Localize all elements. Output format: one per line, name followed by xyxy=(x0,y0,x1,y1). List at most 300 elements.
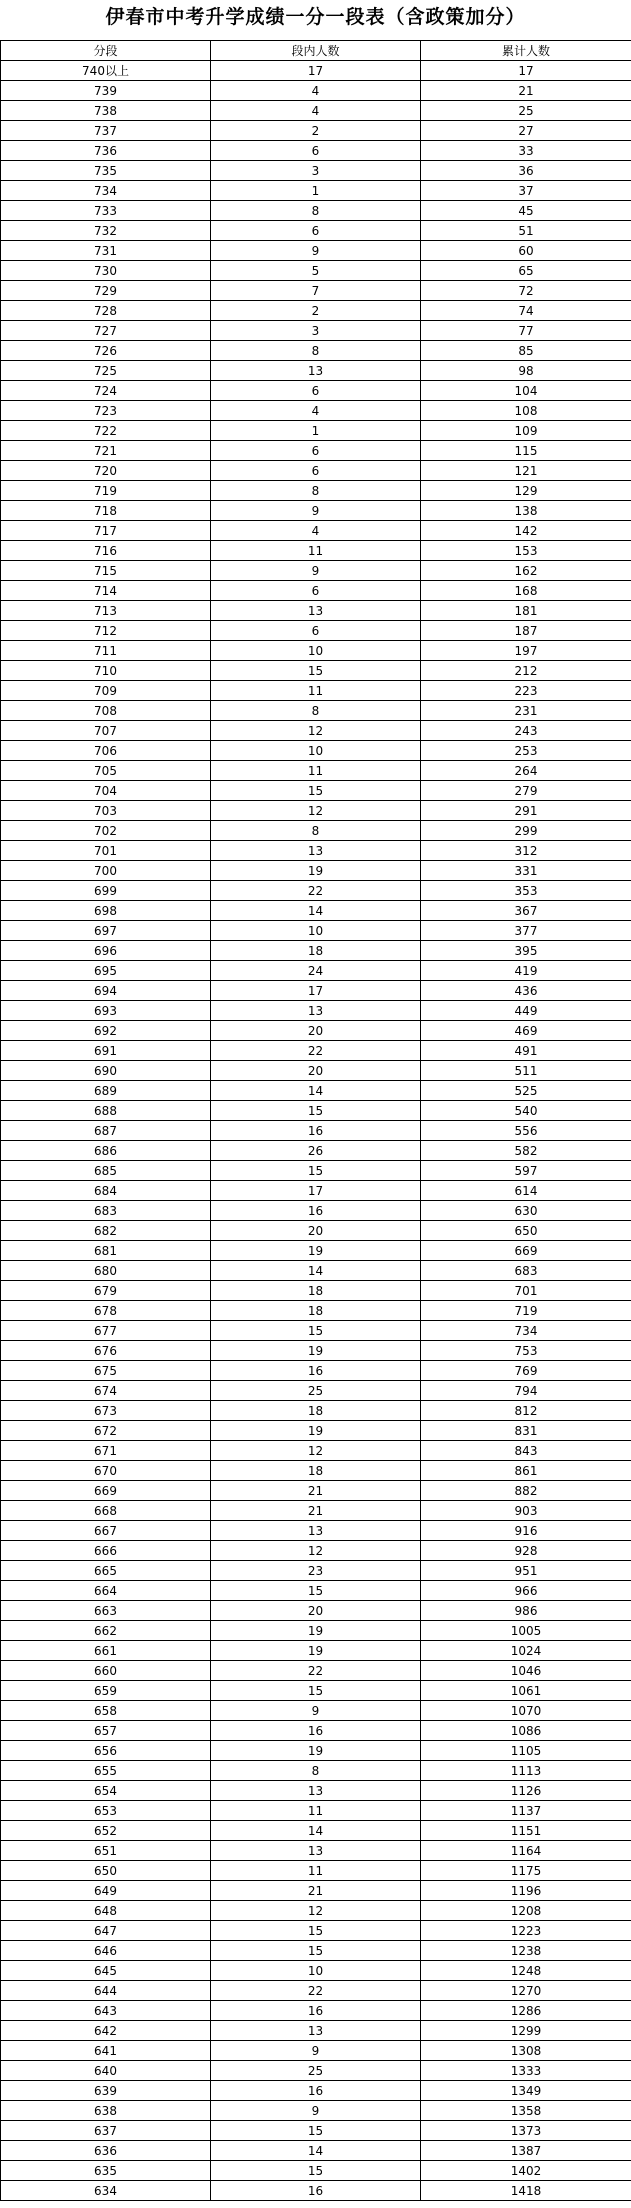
cell-count-in-segment: 16 xyxy=(211,2181,421,2201)
cell-score-segment: 729 xyxy=(1,281,211,301)
cell-count-in-segment: 9 xyxy=(211,2041,421,2061)
table-row xyxy=(1,541,631,561)
table-row xyxy=(1,1681,631,1701)
table-row xyxy=(1,1801,631,1821)
cell-score-segment: 636 xyxy=(1,2141,211,2161)
header-score-segment: 分段 xyxy=(1,41,211,61)
table-row xyxy=(1,441,631,461)
cell-count-in-segment: 18 xyxy=(211,1401,421,1421)
cell-count-in-segment: 20 xyxy=(211,1061,421,1081)
cell-score-segment: 637 xyxy=(1,2121,211,2141)
cell-cumulative-count: 212 xyxy=(421,661,631,681)
cell-cumulative-count: 1137 xyxy=(421,1801,631,1821)
header-cumulative-count: 累计人数 xyxy=(421,41,631,61)
cell-count-in-segment: 26 xyxy=(211,1141,421,1161)
cell-count-in-segment: 15 xyxy=(211,2161,421,2181)
cell-count-in-segment: 15 xyxy=(211,1681,421,1701)
cell-score-segment: 709 xyxy=(1,681,211,701)
table-row xyxy=(1,1961,631,1981)
table-row xyxy=(1,2141,631,2161)
cell-count-in-segment: 10 xyxy=(211,741,421,761)
cell-count-in-segment: 8 xyxy=(211,201,421,221)
cell-count-in-segment: 11 xyxy=(211,681,421,701)
cell-count-in-segment: 12 xyxy=(211,721,421,741)
table-row xyxy=(1,1521,631,1541)
cell-count-in-segment: 16 xyxy=(211,1721,421,1741)
cell-score-segment: 705 xyxy=(1,761,211,781)
cell-score-segment: 656 xyxy=(1,1741,211,1761)
table-row xyxy=(1,1921,631,1941)
table-row xyxy=(1,241,631,261)
cell-cumulative-count: 1164 xyxy=(421,1841,631,1861)
table-row xyxy=(1,2001,631,2021)
cell-score-segment: 680 xyxy=(1,1261,211,1281)
cell-score-segment: 697 xyxy=(1,921,211,941)
cell-cumulative-count: 469 xyxy=(421,1021,631,1041)
cell-cumulative-count: 582 xyxy=(421,1141,631,1161)
cell-count-in-segment: 11 xyxy=(211,1801,421,1821)
cell-score-segment: 708 xyxy=(1,701,211,721)
table-row xyxy=(1,1541,631,1561)
table-row xyxy=(1,841,631,861)
cell-score-segment: 734 xyxy=(1,181,211,201)
cell-cumulative-count: 1418 xyxy=(421,2181,631,2201)
cell-score-segment: 719 xyxy=(1,481,211,501)
table-row xyxy=(1,301,631,321)
cell-cumulative-count: 74 xyxy=(421,301,631,321)
cell-cumulative-count: 25 xyxy=(421,101,631,121)
cell-score-segment: 677 xyxy=(1,1321,211,1341)
cell-count-in-segment: 17 xyxy=(211,61,421,81)
table-row xyxy=(1,761,631,781)
page-title: 伊春市中考升学成绩一分一段表（含政策加分） xyxy=(105,6,526,28)
cell-count-in-segment: 23 xyxy=(211,1561,421,1581)
cell-score-segment: 676 xyxy=(1,1341,211,1361)
cell-score-segment: 740以上 xyxy=(1,61,211,81)
table-row xyxy=(1,201,631,221)
cell-score-segment: 707 xyxy=(1,721,211,741)
cell-count-in-segment: 12 xyxy=(211,1901,421,1921)
table-row xyxy=(1,1181,631,1201)
cell-score-segment: 714 xyxy=(1,581,211,601)
cell-count-in-segment: 14 xyxy=(211,1081,421,1101)
table-row xyxy=(1,641,631,661)
cell-score-segment: 696 xyxy=(1,941,211,961)
table-row xyxy=(1,721,631,741)
table-row xyxy=(1,2061,631,2081)
table-row xyxy=(1,501,631,521)
cell-score-segment: 737 xyxy=(1,121,211,141)
cell-count-in-segment: 17 xyxy=(211,981,421,1001)
table-row xyxy=(1,1001,631,1021)
cell-cumulative-count: 142 xyxy=(421,521,631,541)
cell-cumulative-count: 121 xyxy=(421,461,631,481)
cell-count-in-segment: 21 xyxy=(211,1881,421,1901)
table-row xyxy=(1,1401,631,1421)
cell-score-segment: 720 xyxy=(1,461,211,481)
table-row xyxy=(1,341,631,361)
cell-cumulative-count: 1373 xyxy=(421,2121,631,2141)
table-row xyxy=(1,221,631,241)
cell-count-in-segment: 13 xyxy=(211,1521,421,1541)
table-row xyxy=(1,1041,631,1061)
table-row xyxy=(1,561,631,581)
cell-score-segment: 635 xyxy=(1,2161,211,2181)
cell-count-in-segment: 9 xyxy=(211,241,421,261)
cell-cumulative-count: 60 xyxy=(421,241,631,261)
cell-cumulative-count: 794 xyxy=(421,1381,631,1401)
table-row xyxy=(1,1821,631,1841)
cell-score-segment: 660 xyxy=(1,1661,211,1681)
cell-count-in-segment: 4 xyxy=(211,81,421,101)
cell-cumulative-count: 1270 xyxy=(421,1981,631,2001)
cell-score-segment: 682 xyxy=(1,1221,211,1241)
cell-cumulative-count: 36 xyxy=(421,161,631,181)
cell-count-in-segment: 13 xyxy=(211,841,421,861)
table-row xyxy=(1,1901,631,1921)
table-row xyxy=(1,61,631,81)
table-row xyxy=(1,1421,631,1441)
cell-score-segment: 645 xyxy=(1,1961,211,1981)
cell-cumulative-count: 669 xyxy=(421,1241,631,1261)
cell-score-segment: 662 xyxy=(1,1621,211,1641)
cell-score-segment: 721 xyxy=(1,441,211,461)
table-row xyxy=(1,1201,631,1221)
cell-count-in-segment: 4 xyxy=(211,101,421,121)
cell-count-in-segment: 22 xyxy=(211,1041,421,1061)
cell-score-segment: 711 xyxy=(1,641,211,661)
cell-cumulative-count: 129 xyxy=(421,481,631,501)
cell-cumulative-count: 253 xyxy=(421,741,631,761)
table-header-row xyxy=(1,41,631,61)
cell-count-in-segment: 6 xyxy=(211,441,421,461)
cell-cumulative-count: 109 xyxy=(421,421,631,441)
table-row xyxy=(1,681,631,701)
table-row xyxy=(1,1761,631,1781)
cell-count-in-segment: 10 xyxy=(211,921,421,941)
table-row xyxy=(1,981,631,1001)
cell-cumulative-count: 1223 xyxy=(421,1921,631,1941)
cell-cumulative-count: 37 xyxy=(421,181,631,201)
table-row xyxy=(1,401,631,421)
table-row xyxy=(1,1701,631,1721)
cell-score-segment: 704 xyxy=(1,781,211,801)
cell-count-in-segment: 19 xyxy=(211,1341,421,1361)
table-row xyxy=(1,1341,631,1361)
cell-cumulative-count: 98 xyxy=(421,361,631,381)
cell-score-segment: 654 xyxy=(1,1781,211,1801)
cell-count-in-segment: 4 xyxy=(211,521,421,541)
cell-score-segment: 715 xyxy=(1,561,211,581)
cell-score-segment: 690 xyxy=(1,1061,211,1081)
table-row xyxy=(1,81,631,101)
cell-score-segment: 671 xyxy=(1,1441,211,1461)
cell-count-in-segment: 15 xyxy=(211,1921,421,1941)
cell-count-in-segment: 6 xyxy=(211,221,421,241)
table-row xyxy=(1,2041,631,2061)
table-row xyxy=(1,421,631,441)
cell-count-in-segment: 16 xyxy=(211,1201,421,1221)
cell-score-segment: 652 xyxy=(1,1821,211,1841)
cell-cumulative-count: 1061 xyxy=(421,1681,631,1701)
cell-cumulative-count: 683 xyxy=(421,1261,631,1281)
table-row xyxy=(1,1641,631,1661)
cell-score-segment: 706 xyxy=(1,741,211,761)
table-row xyxy=(1,661,631,681)
cell-count-in-segment: 25 xyxy=(211,1381,421,1401)
cell-score-segment: 648 xyxy=(1,1901,211,1921)
cell-score-segment: 699 xyxy=(1,881,211,901)
table-row xyxy=(1,2081,631,2101)
cell-score-segment: 716 xyxy=(1,541,211,561)
cell-cumulative-count: 419 xyxy=(421,961,631,981)
cell-score-segment: 683 xyxy=(1,1201,211,1221)
cell-cumulative-count: 1024 xyxy=(421,1641,631,1661)
cell-count-in-segment: 15 xyxy=(211,2121,421,2141)
cell-count-in-segment: 5 xyxy=(211,261,421,281)
cell-count-in-segment: 8 xyxy=(211,821,421,841)
cell-score-segment: 733 xyxy=(1,201,211,221)
cell-cumulative-count: 903 xyxy=(421,1501,631,1521)
cell-score-segment: 701 xyxy=(1,841,211,861)
cell-score-segment: 681 xyxy=(1,1241,211,1261)
table-row xyxy=(1,121,631,141)
cell-count-in-segment: 15 xyxy=(211,1161,421,1181)
table-row xyxy=(1,821,631,841)
cell-count-in-segment: 17 xyxy=(211,1181,421,1201)
cell-score-segment: 694 xyxy=(1,981,211,1001)
cell-count-in-segment: 3 xyxy=(211,321,421,341)
table-row xyxy=(1,1281,631,1301)
cell-score-segment: 638 xyxy=(1,2101,211,2121)
cell-cumulative-count: 104 xyxy=(421,381,631,401)
table-row xyxy=(1,1481,631,1501)
cell-count-in-segment: 20 xyxy=(211,1601,421,1621)
cell-cumulative-count: 1070 xyxy=(421,1701,631,1721)
cell-score-segment: 643 xyxy=(1,2001,211,2021)
table-row xyxy=(1,161,631,181)
cell-cumulative-count: 27 xyxy=(421,121,631,141)
cell-score-segment: 678 xyxy=(1,1301,211,1321)
cell-score-segment: 672 xyxy=(1,1421,211,1441)
cell-cumulative-count: 264 xyxy=(421,761,631,781)
cell-cumulative-count: 614 xyxy=(421,1181,631,1201)
cell-count-in-segment: 16 xyxy=(211,1361,421,1381)
cell-cumulative-count: 1196 xyxy=(421,1881,631,1901)
cell-cumulative-count: 525 xyxy=(421,1081,631,1101)
cell-count-in-segment: 12 xyxy=(211,1541,421,1561)
cell-count-in-segment: 18 xyxy=(211,1301,421,1321)
cell-count-in-segment: 21 xyxy=(211,1501,421,1521)
table-row xyxy=(1,781,631,801)
cell-cumulative-count: 187 xyxy=(421,621,631,641)
cell-count-in-segment: 6 xyxy=(211,381,421,401)
cell-cumulative-count: 843 xyxy=(421,1441,631,1461)
cell-score-segment: 679 xyxy=(1,1281,211,1301)
table-row xyxy=(1,1661,631,1681)
table-row xyxy=(1,1441,631,1461)
cell-count-in-segment: 13 xyxy=(211,2021,421,2041)
cell-cumulative-count: 299 xyxy=(421,821,631,841)
cell-count-in-segment: 8 xyxy=(211,481,421,501)
cell-cumulative-count: 162 xyxy=(421,561,631,581)
cell-count-in-segment: 14 xyxy=(211,1821,421,1841)
cell-count-in-segment: 12 xyxy=(211,1441,421,1461)
cell-score-segment: 674 xyxy=(1,1381,211,1401)
cell-cumulative-count: 312 xyxy=(421,841,631,861)
cell-cumulative-count: 223 xyxy=(421,681,631,701)
cell-cumulative-count: 331 xyxy=(421,861,631,881)
table-body xyxy=(1,61,631,2201)
cell-cumulative-count: 436 xyxy=(421,981,631,1001)
cell-cumulative-count: 377 xyxy=(421,921,631,941)
cell-count-in-segment: 22 xyxy=(211,1661,421,1681)
cell-score-segment: 684 xyxy=(1,1181,211,1201)
cell-count-in-segment: 19 xyxy=(211,861,421,881)
cell-cumulative-count: 153 xyxy=(421,541,631,561)
cell-count-in-segment: 20 xyxy=(211,1021,421,1041)
cell-score-segment: 731 xyxy=(1,241,211,261)
cell-score-segment: 664 xyxy=(1,1581,211,1601)
table-row xyxy=(1,1941,631,1961)
cell-cumulative-count: 1358 xyxy=(421,2101,631,2121)
table-row xyxy=(1,381,631,401)
cell-count-in-segment: 18 xyxy=(211,941,421,961)
table-row xyxy=(1,1161,631,1181)
table-row xyxy=(1,1581,631,1601)
table-row xyxy=(1,521,631,541)
cell-cumulative-count: 197 xyxy=(421,641,631,661)
cell-score-segment: 655 xyxy=(1,1761,211,1781)
cell-score-segment: 736 xyxy=(1,141,211,161)
cell-cumulative-count: 181 xyxy=(421,601,631,621)
cell-count-in-segment: 6 xyxy=(211,141,421,161)
cell-count-in-segment: 22 xyxy=(211,1981,421,2001)
cell-cumulative-count: 650 xyxy=(421,1221,631,1241)
cell-count-in-segment: 19 xyxy=(211,1741,421,1761)
cell-score-segment: 651 xyxy=(1,1841,211,1861)
cell-cumulative-count: 449 xyxy=(421,1001,631,1021)
cell-count-in-segment: 4 xyxy=(211,401,421,421)
cell-score-segment: 724 xyxy=(1,381,211,401)
cell-cumulative-count: 21 xyxy=(421,81,631,101)
table-row xyxy=(1,901,631,921)
cell-cumulative-count: 72 xyxy=(421,281,631,301)
cell-count-in-segment: 1 xyxy=(211,181,421,201)
cell-score-segment: 649 xyxy=(1,1881,211,1901)
table-row xyxy=(1,861,631,881)
cell-cumulative-count: 1387 xyxy=(421,2141,631,2161)
table-row xyxy=(1,621,631,641)
cell-score-segment: 647 xyxy=(1,1921,211,1941)
table-row xyxy=(1,1381,631,1401)
cell-score-segment: 732 xyxy=(1,221,211,241)
cell-cumulative-count: 291 xyxy=(421,801,631,821)
cell-count-in-segment: 6 xyxy=(211,621,421,641)
cell-score-segment: 689 xyxy=(1,1081,211,1101)
cell-count-in-segment: 13 xyxy=(211,601,421,621)
cell-cumulative-count: 1286 xyxy=(421,2001,631,2021)
cell-score-segment: 659 xyxy=(1,1681,211,1701)
cell-cumulative-count: 986 xyxy=(421,1601,631,1621)
cell-count-in-segment: 24 xyxy=(211,961,421,981)
cell-score-segment: 663 xyxy=(1,1601,211,1621)
cell-count-in-segment: 19 xyxy=(211,1641,421,1661)
cell-count-in-segment: 7 xyxy=(211,281,421,301)
cell-cumulative-count: 51 xyxy=(421,221,631,241)
cell-cumulative-count: 719 xyxy=(421,1301,631,1321)
cell-score-segment: 642 xyxy=(1,2021,211,2041)
cell-score-segment: 685 xyxy=(1,1161,211,1181)
table-row xyxy=(1,261,631,281)
cell-score-segment: 640 xyxy=(1,2061,211,2081)
cell-cumulative-count: 1299 xyxy=(421,2021,631,2041)
table-row xyxy=(1,1321,631,1341)
cell-score-segment: 644 xyxy=(1,1981,211,2001)
cell-cumulative-count: 353 xyxy=(421,881,631,901)
cell-cumulative-count: 77 xyxy=(421,321,631,341)
table-row xyxy=(1,1221,631,1241)
cell-score-segment: 670 xyxy=(1,1461,211,1481)
table-row xyxy=(1,881,631,901)
cell-cumulative-count: 231 xyxy=(421,701,631,721)
table-row xyxy=(1,2181,631,2201)
cell-count-in-segment: 19 xyxy=(211,1621,421,1641)
cell-cumulative-count: 491 xyxy=(421,1041,631,1061)
cell-count-in-segment: 10 xyxy=(211,1961,421,1981)
table-row xyxy=(1,1841,631,1861)
cell-count-in-segment: 10 xyxy=(211,641,421,661)
cell-cumulative-count: 243 xyxy=(421,721,631,741)
table-row xyxy=(1,1721,631,1741)
cell-score-segment: 692 xyxy=(1,1021,211,1041)
table-row xyxy=(1,601,631,621)
cell-score-segment: 725 xyxy=(1,361,211,381)
cell-count-in-segment: 16 xyxy=(211,2001,421,2021)
cell-cumulative-count: 395 xyxy=(421,941,631,961)
cell-count-in-segment: 18 xyxy=(211,1281,421,1301)
table-row xyxy=(1,461,631,481)
cell-count-in-segment: 22 xyxy=(211,881,421,901)
table-row xyxy=(1,1561,631,1581)
table-row xyxy=(1,1361,631,1381)
cell-score-segment: 634 xyxy=(1,2181,211,2201)
cell-count-in-segment: 25 xyxy=(211,2061,421,2081)
cell-count-in-segment: 14 xyxy=(211,1261,421,1281)
cell-score-segment: 727 xyxy=(1,321,211,341)
table-row xyxy=(1,1981,631,2001)
table-row xyxy=(1,1141,631,1161)
table-row xyxy=(1,1621,631,1641)
table-row xyxy=(1,1261,631,1281)
cell-count-in-segment: 2 xyxy=(211,301,421,321)
cell-count-in-segment: 11 xyxy=(211,761,421,781)
cell-score-segment: 717 xyxy=(1,521,211,541)
header-count-in-segment: 段内人数 xyxy=(211,41,421,61)
cell-count-in-segment: 9 xyxy=(211,2101,421,2121)
cell-count-in-segment: 15 xyxy=(211,1941,421,1961)
cell-cumulative-count: 168 xyxy=(421,581,631,601)
cell-score-segment: 693 xyxy=(1,1001,211,1021)
cell-count-in-segment: 13 xyxy=(211,1001,421,1021)
table-row xyxy=(1,1741,631,1761)
table-row xyxy=(1,1081,631,1101)
cell-count-in-segment: 15 xyxy=(211,661,421,681)
cell-score-segment: 723 xyxy=(1,401,211,421)
cell-cumulative-count: 1349 xyxy=(421,2081,631,2101)
cell-count-in-segment: 13 xyxy=(211,1841,421,1861)
cell-cumulative-count: 597 xyxy=(421,1161,631,1181)
